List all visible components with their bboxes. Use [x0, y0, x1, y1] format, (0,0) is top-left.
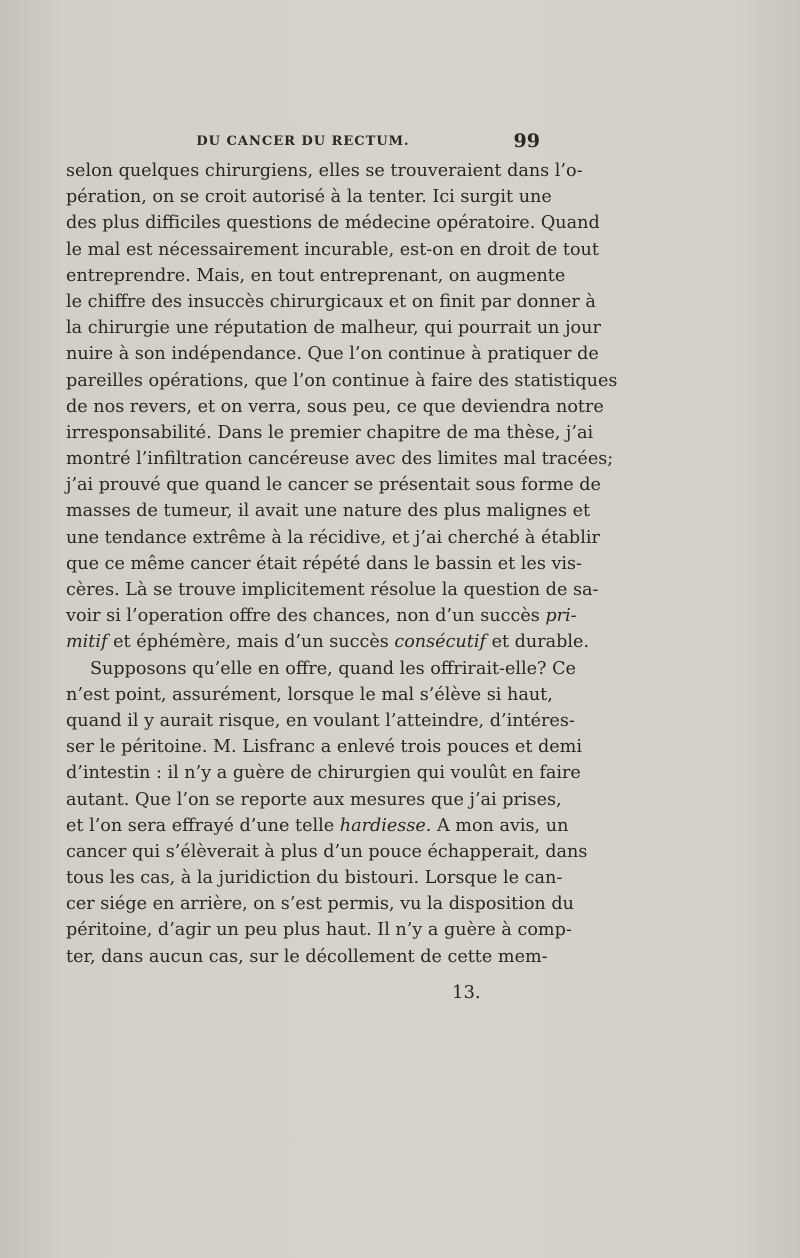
text-line: [66, 498, 591, 524]
text-line: [66, 210, 600, 236]
page-number: 99: [513, 130, 540, 152]
text-line: [66, 577, 599, 603]
text-fragment: tous les cas, à la juridiction du bistouri. Lorsque le can-: [66, 868, 563, 889]
text-line: [66, 839, 588, 865]
text-line: [66, 341, 599, 367]
text-fragment: que ce même cancer était répété dans le bassin et les vis-: [66, 553, 582, 574]
text-line: [66, 158, 583, 184]
text-fragment: cer siége en arrière, on s’est permis, vu la disposition du: [66, 894, 574, 915]
text-line: [66, 551, 582, 577]
italic-text: hardiesse.: [339, 815, 432, 836]
text-line: [66, 734, 582, 760]
text-fragment: A mon avis, un: [431, 815, 569, 836]
text-line: [66, 865, 563, 891]
text-line: [66, 708, 575, 734]
text-fragment: le mal est nécessairement incurable, est-on en droit de tout: [66, 239, 599, 260]
text-line: [66, 787, 562, 813]
text-fragment: de nos revers, et on verra, sous peu, ce que deviendra notre: [66, 396, 604, 417]
italic-text: consécutif: [394, 632, 486, 653]
page-header: [66, 130, 540, 156]
text-fragment: pération, on se croit autorisé à la tenter. Ici surgit une: [66, 187, 552, 208]
text-line: [66, 446, 614, 472]
text-fragment: Supposons qu’elle en offre, quand les offrirait-elle? Ce: [90, 658, 576, 679]
text-fragment: d’intestin : il n’y a guère de chirurgien qui voulût en faire: [66, 763, 581, 784]
text-fragment: montré l’infiltration cancéreuse avec des limites mal tracées;: [66, 449, 614, 470]
text-fragment: selon quelques chirurgiens, elles se trouveraient dans l’o-: [66, 161, 583, 181]
italic-text: pri-: [545, 606, 577, 627]
text-line: [66, 603, 577, 629]
text-fragment: j’ai prouvé que quand le cancer se présentait sous forme de: [66, 475, 601, 496]
text-fragment: autant. Que l’on se reporte aux mesures que j’ai prises,: [66, 789, 562, 810]
text-fragment: des plus difficiles questions de médecine opératoire. Quand: [66, 213, 600, 234]
text-fragment: une tendance extrême à la récidive, et j’ai cherché à établir: [66, 527, 600, 548]
text-line: [66, 184, 552, 210]
text-fragment: quand il y aurait risque, en voulant l’atteindre, d’intéres-: [66, 710, 575, 731]
text-line: [66, 813, 569, 839]
text-line: [66, 263, 566, 289]
text-fragment: et éphémère, mais d’un succès: [107, 632, 395, 653]
text-fragment: voir si l’operation offre des chances, non d’un succès: [66, 606, 546, 627]
text-fragment: entreprendre. Mais, en tout entreprenant, on augmente: [66, 265, 566, 286]
text-line: [66, 525, 600, 551]
italic-text: mitif: [66, 632, 108, 653]
text-fragment: n’est point, assurément, lorsque le mal s’élève si haut,: [66, 684, 553, 705]
text-fragment: masses de tumeur, il avait une nature des plus malignes et: [66, 501, 591, 522]
body-text: [66, 158, 618, 970]
text-fragment: cères. Là se trouve implicitement résolue la question de sa-: [66, 580, 599, 600]
text-line: [66, 420, 594, 446]
text-fragment: cancer qui s’élèverait à plus d’un pouce échapperait, dans: [66, 841, 588, 862]
text-line: [66, 917, 572, 943]
text-line: [66, 944, 548, 970]
text-fragment: ser le péritoine. M. Lisfranc a enlevé trois pouces et demi: [66, 737, 582, 758]
text-line: [66, 237, 599, 263]
text-line: [66, 368, 618, 394]
text-line: [66, 315, 601, 341]
text-line: [66, 760, 581, 786]
text-fragment: et l’on sera effrayé d’une telle: [66, 815, 340, 836]
text-line: [66, 682, 553, 708]
text-line: [66, 656, 576, 682]
text-fragment: pareilles opérations, que l’on continue à faire des statistiques: [66, 370, 618, 391]
text-line: [66, 394, 604, 420]
text-fragment: nuire à son indépendance. Que l’on continue à pratiquer de: [66, 344, 599, 365]
text-line: [66, 289, 596, 315]
text-fragment: ter, dans aucun cas, sur le décollement de cette mem-: [66, 946, 548, 967]
signature-mark: 13.: [452, 982, 481, 1003]
running-head: DU CANCER DU RECTUM.: [196, 134, 410, 149]
text-line: [66, 629, 590, 655]
text-fragment: irresponsabilité. Dans le premier chapitre de ma thèse, j’ai: [66, 422, 594, 443]
text-fragment: et durable.: [485, 632, 590, 653]
text-line: [66, 891, 574, 917]
text-fragment: la chirurgie une réputation de malheur, qui pourrait un jour: [66, 318, 601, 339]
text-line: [66, 472, 601, 498]
text-fragment: péritoine, d’agir un peu plus haut. Il n’y a guère à comp-: [66, 920, 572, 941]
text-fragment: le chiffre des insuccès chirurgicaux et on finit par donner à: [66, 291, 596, 312]
